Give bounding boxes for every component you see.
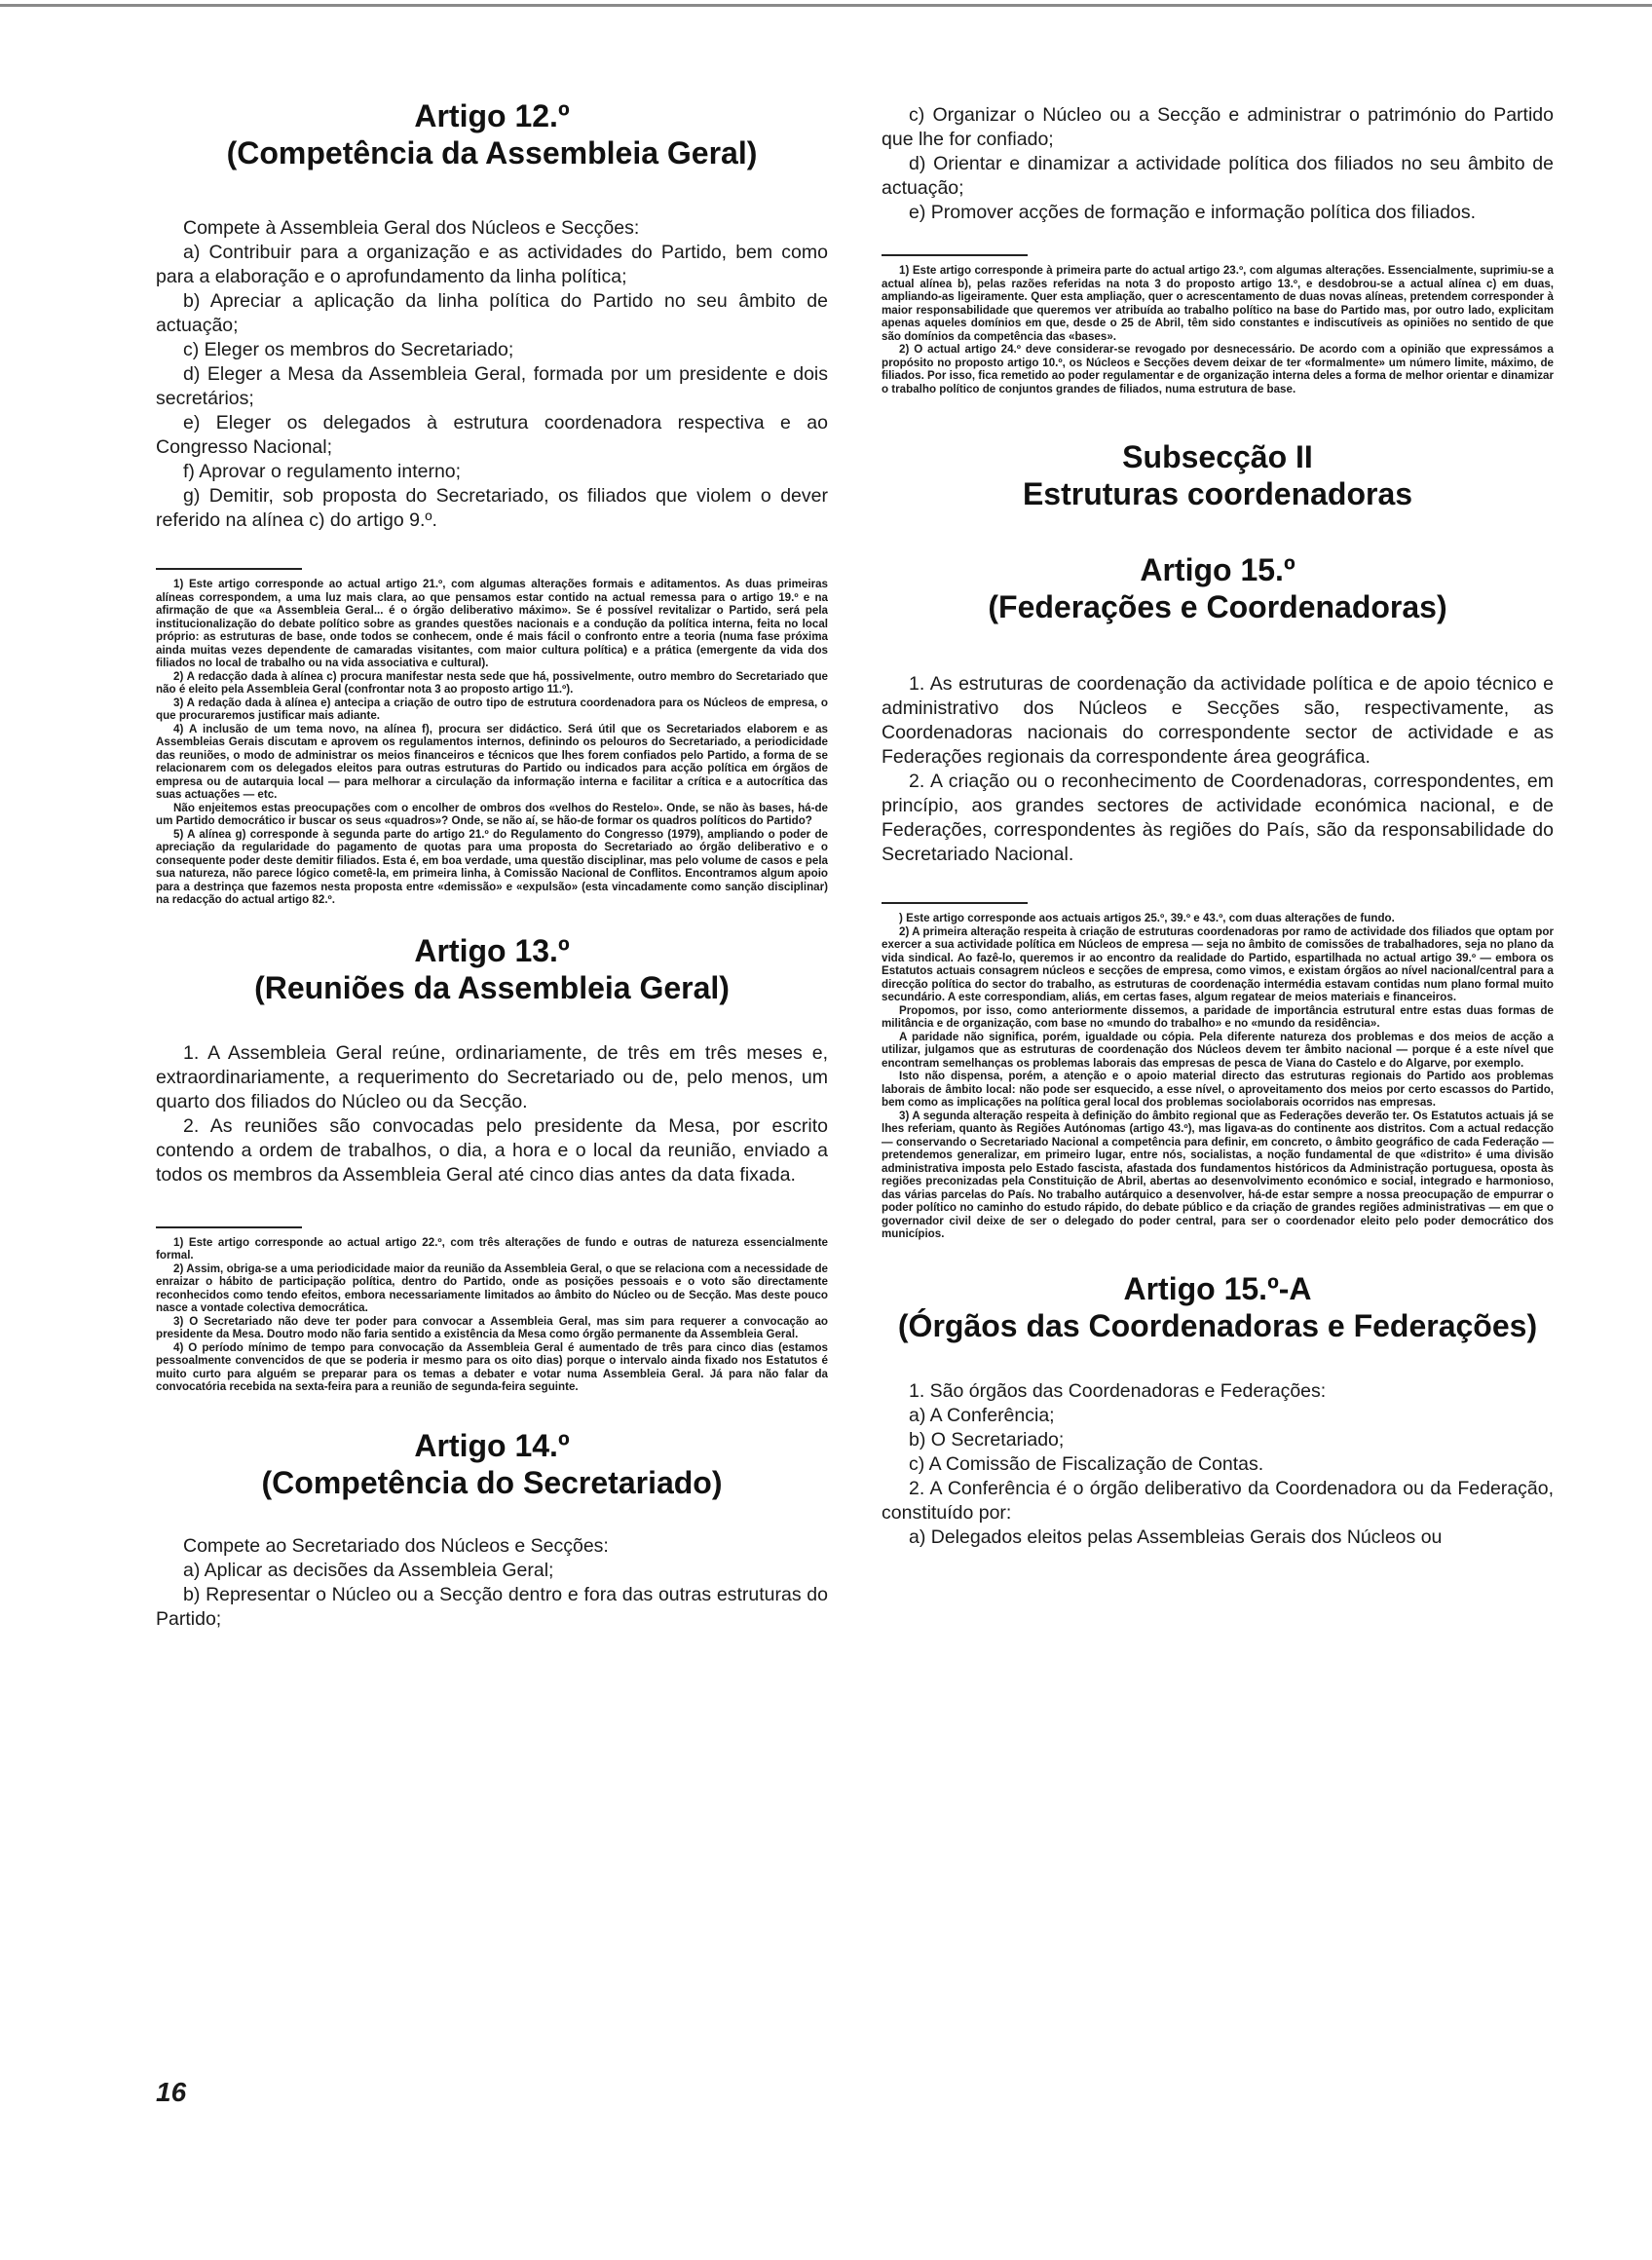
left-column — [156, 97, 828, 1632]
note: 4) A inclusão de um tema novo, na alínea f), procura ser didáctico. Será útil que os Secretariados elaborem e as Assembleias Gerais discutam e aprovem os regulamentos internos, definindo os pelouros do Secretariado, a periodicidade das reuniões, o modo de administrar os meios financeiros e técnicos que lhes forem confiados pelo Partido, a forma de se relacionarem com os delegados eleitos para outras estruturas do Partido ou indicados para acção política em órgãos de empresa ou de autarquia local — para melhorar a circulação da informação interna e facilitar a crítica e a autocrítica das suas actuações — etc. — [156, 722, 828, 801]
art15a-heading — [882, 1270, 1554, 1344]
paragraph: b) Apreciar a aplicação da linha política do Partido no seu âmbito de actuação; — [156, 290, 828, 336]
paragraph: b) Representar o Núcleo ou a Secção dentro e fora das outras estruturas do Partido; — [156, 1583, 828, 1630]
paragraph: Compete à Assembleia Geral dos Núcleos e Secções: — [183, 217, 640, 239]
subsection-subtitle: Estruturas coordenadoras — [1022, 476, 1413, 511]
paragraph: 2. A criação ou o reconhecimento de Coordenadoras, correspondentes, em princípio, aos grandes sectores de actividade económica nacional, e de Federações, correspondentes às regiões do País, são da responsabilidade do Secretariado Nacional. — [882, 771, 1554, 865]
article-title: Artigo 13.º — [414, 932, 570, 968]
subsection-title: Subsecção II — [1122, 439, 1313, 474]
art14-continuation — [882, 103, 1554, 225]
note: A paridade não significa, porém, igualdade ou cópia. Pela diferente natureza dos problemas e dos meios de acção a utilizar, julgamos que as estruturas de coordenação dos Núcleos devem ter âmbito nacional — porque é a este nível que encontram semelhanças os problemas laborais das empresas de pesca de Viana do Castelo e do Algarve, por exemplo. — [882, 1030, 1554, 1070]
article-subtitle: (Reuniões da Assembleia Geral) — [254, 969, 730, 1005]
paragraph: 1. São órgãos das Coordenadoras e Federações: — [909, 1379, 1327, 1402]
art13-heading — [156, 932, 828, 1006]
paragraph: 2. A Conferência é o órgão deliberativo da Coordenadora ou da Federação, constituído por: — [882, 1477, 1554, 1524]
note: Propomos, por isso, como anteriormente dissemos, a paridade de importância estrutural entre estas duas formas de militância e de organização, com base no «mundo do trabalho» e no «mundo da residência». — [882, 1003, 1554, 1030]
art13-notes — [156, 1236, 828, 1394]
footnote-rule — [156, 568, 302, 570]
art12-heading — [156, 97, 828, 171]
article-subtitle: (Competência do Secretariado) — [261, 1464, 723, 1500]
page-number: 16 — [156, 2077, 187, 2107]
paragraph: Compete ao Secretariado dos Núcleos e Secções: — [183, 1534, 609, 1557]
note: Isto não dispensa, porém, a atenção e o apoio material directo das estruturas regionais do Partido aos problemas laborais de âmbito local: não pode ser esquecido, a esse nível, o aproveitamento dos meios por certo escassos do Partido, bem como as implicações na política geral local dos problemas sociolaborais ocorridos nas empresas. — [882, 1070, 1554, 1109]
art14-heading — [156, 1427, 828, 1501]
note: 4) O período mínimo de tempo para convocação da Assembleia Geral é aumentado de três para cinco dias (estamos pessoalmente convencidos de que se poderia ir mesmo para os oito dias) porque o intervalo ainda fixado nos Estatutos é muito curto para alguém se preparar para os temas a debater e votar numa Assembleia Geral. Já para não falar da convocatória recebida na sexta-feira para a reunião de segunda-feira seguinte. — [156, 1340, 828, 1393]
note: 1) Este artigo corresponde ao actual artigo 22.º, com três alterações de fundo e outras de natureza essencialmente formal. — [156, 1235, 828, 1262]
paragraph: b) O Secretariado; — [909, 1428, 1065, 1450]
paragraph: c) Eleger os membros do Secretariado; — [183, 339, 514, 360]
paragraph: a) A Conferência; — [909, 1404, 1055, 1426]
art15-heading — [882, 551, 1554, 625]
right-column — [882, 97, 1554, 1550]
note: 2) A redacção dada à alínea c) procura manifestar nesta sede que há, possivelmente, outro membro do Secretariado que não é eleito pela Assembleia Geral (confrontar nota 3 ao proposto artigo 11.º). — [156, 669, 828, 696]
scan-top-edge — [0, 4, 1652, 7]
note: 5) A alínea g) corresponde à segunda parte do artigo 21.º do Regulamento do Congresso (1979), ampliando o poder de apreciação da regularidade do pagamento de quotas para uma proposta do Secretariado ao órgão deliberativo e o consequente poder deste demitir filiados. Esta é, em boa verdade, uma questão disciplinar, mas pelo volume de casos e pela sua natureza, não parece lógico cometê-la, em primeira linha, à Comissão Nacional de Conflitos. Encontramos algum apoio para a destrinça que fazemos nesta proposta entre «demissão» e «expulsão» (esta vincadamente como sanção disciplinar) na redacção do actual artigo 82.º. — [156, 827, 828, 906]
art15-notes — [882, 912, 1554, 1241]
paragraph: c) Organizar o Núcleo ou a Secção e administrar o património do Partido que lhe for confiado; — [882, 104, 1554, 150]
note: 3) A segunda alteração respeita à definição do âmbito regional que as Federações deverão ter. Os Estatutos actuais já se lhes referiam, quanto às Regiões Autónomas (artigo 43.º), mas ligava-as do continente aos distritos. Com a actual redacção — conservando o Secretariado Nacional a competência para definir, em concreto, o âmbito geográfico de cada Federação — pretendemos generalizar, em primeiro lugar, entre nós, socialistas, a noção fundamental de que «distrito» é uma divisão administrativa imposta pelo Estado fascista, afastada dos fundamentos históricos da Administração portuguesa, oposta às regiões preconizadas pela Constituição de Abril, abertas ao desenvolvimento económico e social, integrado e harmonioso, das várias parcelas do País. No trabalho autárquico a desenvolver, há-de estar sempre a nossa preocupação de empurrar o poder político no caminho do estudo rápido, do debate público e da criação de grandes regiões administrativas — em que o governador civil deixe de ser o delegado do poder central, para ser o coordenador eleito pelo poder democrático dos municípios. — [882, 1109, 1554, 1240]
paragraph: a) Delegados eleitos pelas Assembleias Gerais dos Núcleos ou — [909, 1526, 1443, 1548]
note: 3) A redação dada à alínea e) antecipa a criação de outro tipo de estrutura coordenadora para os Núcleos de empresa, o que procuraremos justificar mais adiante. — [156, 696, 828, 722]
note: 2) O actual artigo 24.º deve considerar-se revogado por desnecessário. De acordo com a opinião que expressámos a propósito no proposto artigo 10.º, os Núcleos e Secções devem deixar de ter «formalmente» um número limite, máximo, de filiados. Por isso, fica remetido ao poder regulamentar e de organização interna deles a forma de melhor orientar e dinamizar o trabalho político de conjuntos grandes de filiados, numa estrutura de base. — [882, 343, 1554, 396]
note: 3) O Secretariado não deve ter poder para convocar a Assembleia Geral, mas sim para requerer a convocação ao presidente da Mesa. Doutro modo não faria sentido a existência da Mesa como órgão permanente da Assembleia Geral. — [156, 1314, 828, 1340]
art12-notes — [156, 578, 828, 907]
article-subtitle: (Órgãos das Coordenadoras e Federações) — [897, 1307, 1538, 1343]
subsection-heading — [882, 438, 1554, 512]
note: ) Este artigo corresponde aos actuais artigos 25.º, 39.º e 43.º, com duas alterações de fundo. — [899, 912, 1395, 924]
paragraph: f) Aprovar o regulamento interno; — [183, 461, 462, 482]
paragraph: 1. As estruturas de coordenação da actividade política e de apoio técnico e administrativo dos Núcleos e Secções são, respectivamente, as Coordenadoras nacionais do correspondente sector de actividade e as Federações regionais da correspondente área geográfica. — [882, 673, 1554, 768]
footnote-rule — [882, 254, 1028, 256]
article-subtitle: (Federações e Coordenadoras) — [988, 589, 1447, 624]
paragraph: c) A Comissão de Fiscalização de Contas. — [909, 1452, 1264, 1475]
art14-notes — [882, 264, 1554, 396]
paragraph: a) Contribuir para a organização e as actividades do Partido, bem como para a elaboração e o aprofundamento da linha política; — [156, 242, 828, 287]
article-title: Artigo 15.º — [1140, 552, 1295, 587]
paragraph: a) Aplicar as decisões da Assembleia Geral; — [183, 1559, 554, 1581]
art15-body — [882, 672, 1554, 867]
art14-body — [156, 1534, 828, 1632]
article-title: Artigo 12.º — [414, 98, 570, 133]
art13-body — [156, 1041, 828, 1187]
art15a-body — [882, 1379, 1554, 1550]
article-title: Artigo 15.º-A — [1123, 1270, 1312, 1306]
article-subtitle: (Competência da Assembleia Geral) — [226, 135, 758, 170]
footnote-rule — [156, 1226, 302, 1228]
paragraph: e) Eleger os delegados à estrutura coordenadora respectiva e ao Congresso Nacional; — [156, 412, 828, 458]
paragraph: d) Orientar e dinamizar a actividade política dos filiados no seu âmbito de actuação; — [882, 153, 1554, 199]
paragraph: d) Eleger a Mesa da Assembleia Geral, formada por um presidente e dois secretários; — [156, 363, 828, 409]
note: Não enjeitemos estas preocupações com o encolher de ombros dos «velhos do Restelo». Onde, se não às bases, há-de um Partido democrático ir buscar os seus «quadros»? Onde, se não aí, se hão-de formar os quadros políticos do Partido? — [156, 801, 828, 827]
paragraph: 1. A Assembleia Geral reúne, ordinariamente, de três em três meses e, extraordinariamente, a requerimento do Secretariado ou de, pelo menos, um quarto dos filiados do Núcleo ou da Secção. — [156, 1041, 828, 1112]
footnote-rule — [882, 902, 1028, 904]
note: 2) A primeira alteração respeita à criação de estruturas coordenadoras por ramo de actividade dos filiados que optam por exercer a sua actividade política em Núcleos de empresa — seja no âmbito de comissões de trabalhadores, seja no plano da vida sindical. Ao fazê-lo, queremos ir ao encontro da realidade do Partido, espartilhada no actual artigo 39.º — embora os Estatutos actuais consagrem núcleos e secções de empresa, como vimos, e existam órgãos ao nível nacional/central para a direcção política do sector do trabalho, as estruturas de coordenação intermédia estavam contidas num plano formal muito secundário. A este correspondiam, aliás, em certas fases, algum regatear de meios materiais e financeiros. — [882, 924, 1554, 1003]
note: 1) Este artigo corresponde ao actual artigo 21.º, com algumas alterações formais e aditamentos. As duas primeiras alíneas correspondem, a uma luz mais clara, ao que pensamos estar contido na actual remessa para o artigo 19.º e na afirmação de que «a Assembleia Geral... é o órgão deliberativo máximo». Se é possível revitalizar o Partido, será pela institucionalização do debate político sobre as grandes questões nacionais e a condução da política interna, feita no local próprio: as estruturas de base, onde todos se conhecem, onde é mais fácil o confronto entre a teoria (numa fase próxima ainda muitas vezes dependente de camaradas visitantes, com maior cultura política) e a prática (emergente da vida dos filiados no local de trabalho ou na vida associativa e cultural). — [156, 578, 828, 669]
paragraph: 2. As reuniões são convocadas pelo presidente da Mesa, por escrito contendo a ordem de trabalhos, o dia, a hora e o local da reunião, enviado a todos os membros da Assembleia Geral até cinco dias antes da data fixada. — [156, 1114, 828, 1186]
paragraph: e) Promover acções de formação e informação política dos filiados. — [909, 202, 1477, 223]
note: 2) Assim, obriga-se a uma periodicidade maior da reunião da Assembleia Geral, o que se relaciona com a necessidade de enraizar o hábito de participação política, dentro do Partido, onde as posições pessoais e o voto são directamente reconhecidos como tendo efeitos, embora necessariamente limitados ao âmbito do Núcleo ou de Secção. Mas deste pouco nasce a vontade colectiva democrática. — [156, 1262, 828, 1314]
article-title: Artigo 14.º — [414, 1427, 570, 1463]
paragraph: g) Demitir, sob proposta do Secretariado, os filiados que violem o dever referido na alínea c) do artigo 9.º. — [156, 485, 828, 531]
art12-body — [156, 216, 828, 533]
note: 1) Este artigo corresponde à primeira parte do actual artigo 23.º, com algumas alterações. Essencialmente, suprimiu-se a actual alínea b), pelas razões referidas na nota 3 do proposto artigo 13.º, e desdobrou-se a actual alínea c) em duas, ampliando-as ligeiramente. Quer esta ampliação, quer o acrescentamento de duas novas alíneas, pretendem corresponder à maior responsabilidade que queremos ver atribuída ao trabalho político na base do Partido mas, por outro lado, explicitam apenas aqueles domínios em que, desde o 25 de Abril, têm sido constantes e indiscutíveis as opiniões no sentido de que são domínios da competência das «bases». — [882, 264, 1554, 343]
